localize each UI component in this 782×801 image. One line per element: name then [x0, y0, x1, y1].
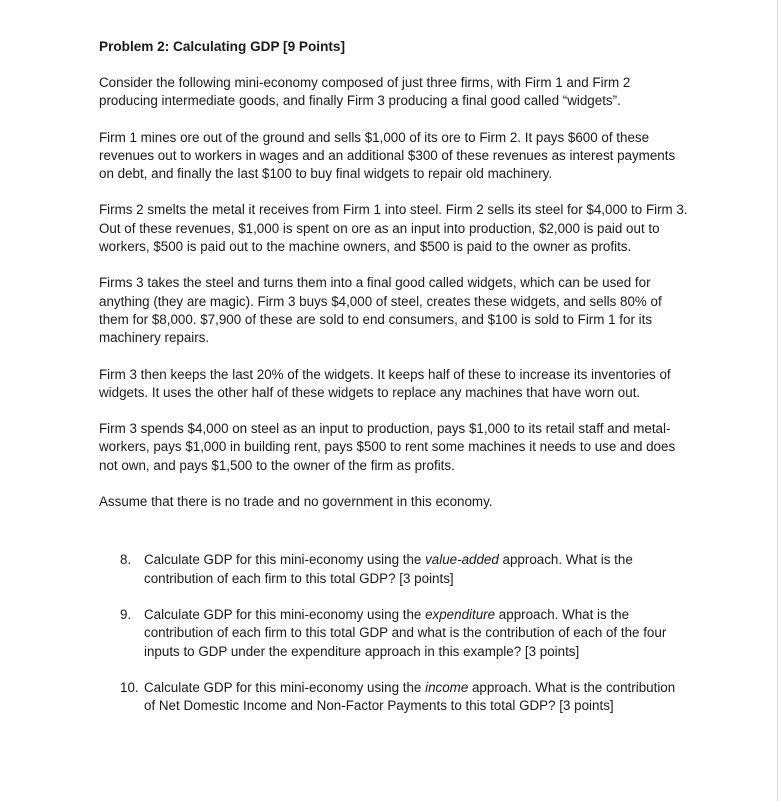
question-text-start: Calculate GDP for this mini-economy using the: [144, 606, 426, 622]
paragraph-assumption: Assume that there is no trade and no government in this economy.: [99, 494, 493, 510]
paragraph-firm3-inventory: Firm 3 then keeps the last 20% of the widgets. It keeps half of these to increase its inventories of widgets. It uses the other half of these widgets to replace any machines that have worn out.: [99, 366, 671, 400]
paragraph-firm3-spending: Firm 3 spends $4,000 on steel as an input to production, pays $1,000 to its retail staff and metal-workers, pays $1,000 in building rent, pays $500 to rent some machines it needs to use and does not own, and pays $1,500 to the owner of the firm as profits.: [99, 421, 676, 473]
question-emphasis: value-added: [425, 552, 499, 568]
question-text-start: Calculate GDP for this mini-economy using the: [144, 552, 426, 568]
problem-title: Problem 2: Calculating GDP [9 Points]: [99, 39, 345, 54]
paragraph-firm1: Firm 1 mines ore out of the ground and sells $1,000 of its ore to Firm 2. It pays $600 of these revenues out to workers in wages and an additional $300 of these revenues as interest payments on debt, and finally the last $100 to buy final widgets to repair old machinery.: [99, 129, 676, 182]
question-text: [144, 551, 689, 588]
question-number: 9.: [120, 606, 132, 622]
question-number: 8.: [120, 552, 132, 568]
question-text-end: approach. What is the contribution of each firm to this total GDP? [3 points]: [144, 552, 633, 586]
question-number: 10.: [120, 679, 139, 695]
question-text: [144, 606, 689, 661]
document-content: [99, 38, 689, 733]
paragraph-firm3-sales: Firms 3 takes the steel and turns them into a final good called widgets, which can be used for anything (they are magic). Firm 3 buys $4,000 of steel, creates these widgets, and sells 80% of them for $8,000. $7,900 of these are sold to end consumers, and $100 is sold to Firm 1 for its machinery repairs.: [99, 275, 662, 346]
question-text-start: Calculate GDP for this mini-economy using the: [144, 679, 426, 695]
question-item: [99, 551, 689, 588]
question-emphasis: expenditure: [425, 606, 496, 622]
question-text: [144, 679, 689, 716]
question-emphasis: income: [425, 679, 469, 695]
question-list: [99, 551, 689, 715]
question-text-end: approach. What is the contribution of Net Domestic Income and Non-Factor Payments to this total GDP? [3 points]: [144, 679, 676, 714]
paragraph-firm2: Firms 2 smelts the metal it receives from Firm 1 into steel. Firm 2 sells its steel for $4,000 to Firm 3. Out of these revenues, $1,000 is spent on ore as an input into production, $2,000 is paid out to workers, $500 is paid out to the machine owners, and $500 is paid to the owner as profits.: [99, 202, 688, 255]
question-text-end: approach. What is the contribution of each firm to this total GDP and what is the contribution of each of the four inputs to GDP under the expenditure approach in this example? [3 points]: [144, 606, 667, 659]
page-edge-divider: [777, 0, 778, 801]
question-item: [99, 679, 689, 716]
question-item: [99, 606, 689, 661]
paragraph-intro: Consider the following mini-economy composed of just three firms, with Firm 1 and Firm 2 producing intermediate goods, and finally Firm 3 producing a final good called “widgets”.: [99, 75, 631, 109]
